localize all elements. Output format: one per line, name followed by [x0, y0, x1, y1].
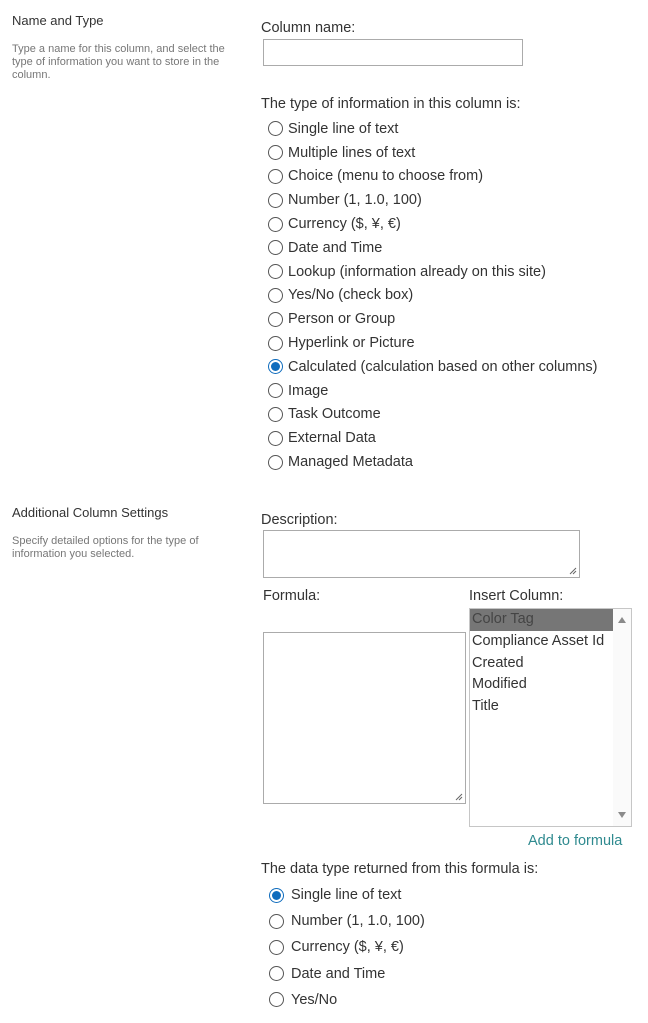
radio-label: Multiple lines of text	[288, 144, 416, 161]
radio-button-icon[interactable]	[268, 455, 283, 470]
radio-button-selected-icon[interactable]	[269, 888, 284, 903]
radio-type-task-outcome[interactable]	[268, 403, 598, 427]
name-and-type-info	[12, 13, 244, 82]
radio-label: Person or Group	[288, 311, 396, 328]
formula-textarea[interactable]	[263, 632, 466, 804]
radio-button-icon[interactable]	[268, 193, 283, 208]
description-label: Description:	[261, 512, 338, 528]
radio-label: Single line of text	[288, 120, 399, 137]
return-type-radio-group	[269, 882, 425, 1013]
scroll-up-arrow-icon[interactable]	[618, 617, 626, 623]
radio-return-single-line[interactable]	[269, 882, 425, 908]
radio-button-icon[interactable]	[268, 264, 283, 279]
column-option-compliance-asset-id[interactable]: Compliance Asset Id	[472, 632, 605, 649]
radio-button-icon[interactable]	[268, 217, 283, 232]
radio-button-icon[interactable]	[268, 145, 283, 160]
radio-label: Image	[288, 382, 329, 399]
radio-return-currency[interactable]	[269, 934, 425, 960]
radio-label: Currency ($, ¥, €)	[288, 216, 401, 233]
column-option-created[interactable]: Created	[472, 654, 524, 671]
radio-type-managed-metadata[interactable]	[268, 450, 598, 474]
radio-label: Number (1, 1.0, 100)	[291, 913, 425, 930]
radio-label: Single line of text	[291, 887, 402, 904]
radio-label: Yes/No	[291, 991, 338, 1008]
resize-grip-icon[interactable]	[454, 792, 463, 801]
radio-button-icon[interactable]	[268, 336, 283, 351]
radio-type-multiple-lines[interactable]	[268, 141, 598, 165]
radio-return-date-time[interactable]	[269, 961, 425, 987]
radio-type-choice[interactable]	[268, 165, 598, 189]
radio-label: Number (1, 1.0, 100)	[288, 192, 422, 209]
radio-type-calculated[interactable]	[268, 355, 598, 379]
radio-type-single-line[interactable]	[268, 117, 598, 141]
radio-button-icon[interactable]	[268, 240, 283, 255]
section-title-additional-settings: Additional Column Settings	[12, 505, 169, 520]
radio-button-selected-icon[interactable]	[268, 359, 283, 374]
radio-return-number[interactable]	[269, 908, 425, 934]
radio-type-date-time[interactable]	[268, 236, 598, 260]
radio-type-lookup[interactable]	[268, 260, 598, 284]
radio-button-icon[interactable]	[268, 121, 283, 136]
radio-button-icon[interactable]	[268, 431, 283, 446]
return-type-label: The data type returned from this formula is:	[261, 861, 539, 877]
radio-type-person-group[interactable]	[268, 307, 598, 331]
radio-type-yes-no[interactable]	[268, 284, 598, 308]
column-name-label: Column name:	[261, 20, 356, 36]
radio-label: Lookup (information already on this site)	[288, 263, 546, 280]
radio-return-yes-no[interactable]	[269, 987, 425, 1013]
radio-type-image[interactable]	[268, 379, 598, 403]
additional-settings-info	[12, 505, 244, 561]
radio-label: Yes/No (check box)	[288, 287, 414, 304]
radio-button-icon[interactable]	[268, 383, 283, 398]
radio-label: Task Outcome	[288, 406, 381, 423]
radio-button-icon[interactable]	[268, 312, 283, 327]
radio-label: Choice (menu to choose from)	[288, 168, 484, 185]
radio-label: Date and Time	[291, 965, 386, 982]
column-option-modified[interactable]: Modified	[472, 676, 527, 693]
column-name-input[interactable]	[263, 39, 523, 66]
radio-button-icon[interactable]	[269, 966, 284, 981]
radio-label: Hyperlink or Picture	[288, 335, 415, 352]
radio-type-external-data[interactable]	[268, 426, 598, 450]
column-type-radio-group	[268, 117, 598, 474]
formula-label: Formula:	[263, 588, 321, 604]
insert-column-label: Insert Column:	[469, 588, 564, 604]
listbox-scrollbar[interactable]	[613, 609, 631, 826]
column-type-label: The type of information in this column is:	[261, 96, 521, 112]
radio-label: Calculated (calculation based on other columns)	[288, 358, 598, 375]
radio-button-icon[interactable]	[269, 992, 284, 1007]
radio-label: Managed Metadata	[288, 454, 413, 471]
add-to-formula-link[interactable]: Add to formula	[528, 833, 623, 849]
column-option-color-tag[interactable]: Color Tag	[470, 609, 613, 631]
column-option-title[interactable]: Title	[472, 698, 499, 715]
description-textarea[interactable]	[263, 530, 580, 578]
radio-type-currency[interactable]	[268, 212, 598, 236]
radio-button-icon[interactable]	[269, 940, 284, 955]
radio-button-icon[interactable]	[268, 407, 283, 422]
radio-type-hyperlink[interactable]	[268, 331, 598, 355]
radio-button-icon[interactable]	[268, 169, 283, 184]
section-title-name-and-type: Name and Type	[12, 13, 104, 28]
resize-grip-icon[interactable]	[568, 566, 577, 575]
section-description-additional-settings: Specify detailed options for the type of information you selected.	[12, 535, 199, 560]
radio-label: Date and Time	[288, 239, 383, 256]
scroll-down-arrow-icon[interactable]	[618, 812, 626, 818]
radio-type-number[interactable]	[268, 188, 598, 212]
radio-button-icon[interactable]	[268, 288, 283, 303]
section-description-name-and-type: Type a name for this column, and select the type of information you want to store in the column.	[12, 43, 225, 81]
radio-label: External Data	[288, 430, 376, 447]
radio-label: Currency ($, ¥, €)	[291, 939, 404, 956]
insert-column-listbox[interactable]	[469, 608, 632, 827]
radio-button-icon[interactable]	[269, 914, 284, 929]
